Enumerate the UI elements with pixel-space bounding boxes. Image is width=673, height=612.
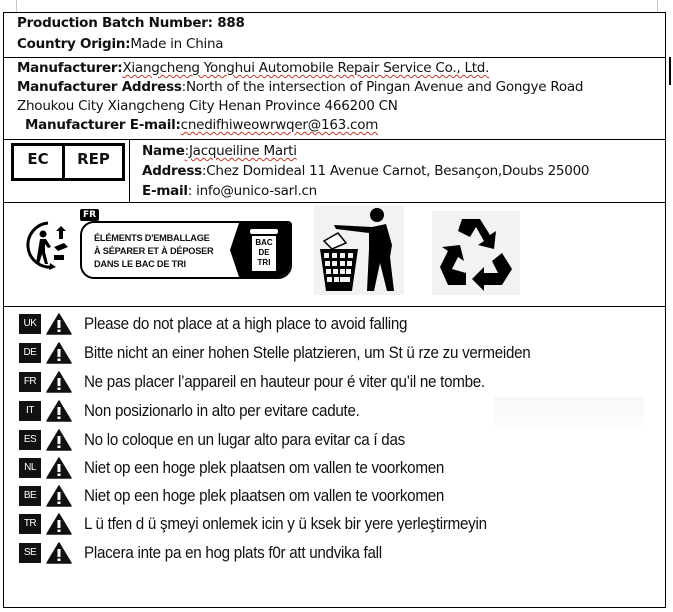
language-code-badge: FR: [19, 372, 41, 392]
manufacturer-name: [17, 59, 489, 78]
manufacturer-email: [25, 116, 378, 135]
warning-text: Ne pas placer l’appareil en hauteur pour é viter qu’il ne tombe.: [84, 372, 485, 391]
sorting-bin-lid: [250, 229, 278, 234]
bac-instruction-line: ÉLÉMENTS D'EMBALLAGE: [94, 233, 210, 243]
warning-item: [19, 369, 520, 395]
language-code-badge: DE: [19, 343, 41, 363]
ec-rep-address-label: Address: [142, 163, 202, 179]
language-code-badge: BE: [19, 486, 41, 506]
page-margin-guide-left: [16, 0, 17, 12]
bac-instruction-line: À SÉPARER ET À DÉPOSER: [94, 246, 214, 256]
bin-text-line: BAC: [255, 238, 273, 247]
language-code-badge: NL: [19, 458, 41, 478]
ec-rep-badge-ec: EC: [14, 146, 65, 178]
warning-item: [19, 455, 475, 481]
tidyman-icon-panel: [314, 205, 404, 295]
recycle-icon-panel: [432, 211, 520, 295]
warning-item: [19, 398, 384, 424]
batch-origin-row: [4, 13, 665, 58]
warning-item: [19, 511, 522, 537]
language-code-badge: ES: [19, 430, 41, 450]
manufacturer-name-value: Xiangcheng Yonghui Automobile Repair Service Co., Ltd.: [122, 60, 490, 76]
triman-icon: [22, 217, 74, 273]
warnings-row: [4, 307, 665, 608]
ec-rep-email-label: E-mail: [142, 183, 188, 199]
warning-item: [19, 483, 475, 509]
warning-triangle-icon: [46, 542, 72, 564]
ec-rep-address-value: :Chez Domideal 11 Avenue Carnot, Besançon,Doubs 25000: [201, 163, 590, 179]
language-code-badge: SE: [19, 543, 41, 563]
recycle-icon: [432, 211, 520, 295]
manufacturer-address-label: Manufacturer Address: [17, 79, 182, 95]
ec-rep-address: [142, 162, 589, 181]
ec-rep-badge-rep: REP: [77, 150, 110, 168]
warning-text: Bitte nicht an einer hohen Stelle platzieren, um St ü rze zu vermeiden: [84, 343, 531, 362]
warning-triangle-icon: [46, 313, 72, 335]
ec-rep-name-value: :Jacqueiline Marti: [184, 143, 297, 159]
warning-item: [19, 540, 408, 566]
warning-text: L ü tfen d ü şmeyi onlemek icin y ü ksek bir yere yerleştirmeyin: [84, 514, 487, 533]
warning-triangle-icon: [46, 342, 72, 364]
manufacturer-address-value: :North of the intersection of Pingan Avenue and Gongye Road: [181, 79, 584, 95]
warning-text: Niet op een hoge plek plaatsen om vallen te voorkomen: [84, 486, 445, 505]
warning-text: No lo coloque en un lugar alto para evitar ca í das: [84, 430, 405, 449]
warning-item: [19, 427, 433, 453]
bin-text-line: TRI: [257, 258, 271, 267]
bin-text-line: DE: [258, 248, 270, 257]
warning-triangle-icon: [46, 485, 72, 507]
manufacturer-name-label: Manufacturer:: [17, 60, 123, 76]
manufacturer-email-value: cnedifhiweowrwqer@163.com: [180, 117, 379, 133]
warning-triangle-icon: [46, 429, 72, 451]
ec-rep-email: [142, 182, 317, 201]
warning-triangle-icon: [46, 371, 72, 393]
ec-rep-email-value: : info@unico-sarl.cn: [187, 183, 317, 199]
batch-number: Production Batch Number: 888: [17, 15, 245, 31]
language-code-badge: TR: [19, 514, 41, 534]
fr-tag: FR: [80, 209, 99, 221]
country-origin-label: Country Origin:: [17, 36, 131, 52]
ec-rep-name-label: Name: [142, 143, 185, 159]
manufacturer-address: [17, 78, 583, 97]
manufacturer-email-label: Manufacturer E-mail:: [25, 117, 181, 133]
ec-rep-name: [142, 142, 297, 161]
tidyman-icon: [314, 205, 404, 295]
country-origin-value: Made in China: [130, 36, 224, 52]
page-margin-guide-right: [657, 0, 658, 12]
warning-text: Non posizionarlo in alto per evitare cadute.: [84, 401, 360, 420]
language-code-badge: UK: [19, 314, 41, 334]
warning-triangle-icon: [46, 513, 72, 535]
warning-item: [19, 311, 435, 337]
country-origin: [17, 35, 223, 54]
warning-text: Placera inte pa en hog plats f0r att undvika fall: [84, 543, 382, 562]
ec-rep-row: [4, 140, 665, 203]
language-code-badge: IT: [19, 401, 41, 421]
bac-instruction-line: DANS LE BAC DE TRI: [94, 259, 186, 269]
bac-instructions: [94, 232, 213, 271]
recycling-row: [4, 203, 665, 307]
warning-triangle-icon: [46, 400, 72, 422]
ec-rep-divider: [129, 140, 130, 203]
bac-de-tri-label: [80, 209, 294, 293]
faint-background-artifact: [494, 397, 644, 427]
warning-text: Please do not place at a high place to avoid falling: [84, 314, 408, 333]
label-table: [3, 12, 666, 608]
sorting-bin-icon: [250, 229, 278, 271]
manufacturer-row: [4, 58, 665, 140]
bac-de-tri-box: [80, 221, 292, 279]
warning-item: [19, 340, 569, 366]
sorting-bin-body: [252, 236, 276, 271]
warning-triangle-icon: [46, 457, 72, 479]
warning-text: Niet op een hoge plek plaatsen om vallen te voorkomen: [84, 458, 445, 477]
ec-rep-badge: [11, 143, 125, 181]
manufacturer-address-line2: Zhoukou City Xiangcheng City Henan Province 466200 CN: [17, 98, 398, 114]
text-cursor-marker: [669, 57, 671, 85]
